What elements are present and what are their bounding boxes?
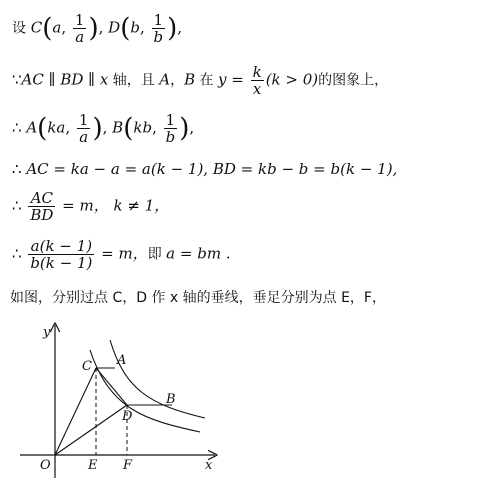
therefore-symbol: ∴: [12, 244, 22, 263]
point-A-label: A: [159, 70, 171, 89]
label-D: D: [122, 409, 133, 424]
text: 的图象上，: [318, 72, 389, 89]
punct: .: [221, 244, 231, 263]
denominator: a: [77, 128, 91, 145]
label-x: x: [205, 458, 213, 473]
x-var: x: [99, 70, 109, 89]
numerator: a(k − 1): [30, 237, 93, 255]
line-1: 设 C(a, $\frac{1}{a}$ ), D(b, $\frac{1}{b}$ ),: [12, 11, 183, 46]
point-A-label: A: [26, 118, 38, 137]
text: 轴，且: [108, 72, 160, 89]
numerator: AC: [30, 189, 54, 207]
result: a = bm: [166, 244, 222, 263]
numerator: 1: [165, 111, 176, 129]
segment-OD: [55, 405, 127, 455]
label-F: F: [123, 458, 133, 473]
condition: k ≠ 1，: [113, 196, 170, 215]
text: ，: [170, 72, 185, 89]
point-C-label: C: [30, 18, 43, 37]
segment-CD: [96, 368, 127, 405]
coord-kb: kb: [133, 118, 153, 137]
construction-text: 如图，分别过点 C，D 作 x 轴的垂线，垂足分别为点 E，F，: [10, 290, 386, 306]
numerator: 1: [153, 11, 164, 29]
paren-open: (: [42, 13, 53, 44]
point-D-label: D: [108, 18, 121, 37]
coord-ka: ka: [47, 118, 66, 137]
coord-a: a: [52, 18, 62, 37]
denominator: b(k − 1): [30, 254, 93, 272]
numerator: k: [252, 63, 262, 81]
paren-open: (: [123, 113, 134, 144]
punct: ,: [189, 118, 195, 137]
text: 在: [195, 72, 218, 89]
punct: ,: [177, 18, 183, 37]
denominator: b: [165, 128, 176, 146]
numerator: 1: [78, 111, 89, 129]
therefore-symbol: ∴: [12, 118, 22, 137]
label-O: O: [40, 458, 51, 473]
label-A: A: [117, 353, 127, 368]
paren-close: ): [88, 13, 99, 44]
denominator: b: [153, 28, 164, 46]
denominator: x: [251, 80, 264, 97]
point-B-label: B: [112, 118, 124, 137]
numerator: 1: [74, 11, 85, 29]
equals: =: [226, 70, 249, 89]
equals-m: = m，: [96, 244, 148, 263]
y-var: y: [218, 70, 227, 89]
because-symbol: ∵: [12, 70, 22, 89]
paren-close: ): [179, 113, 190, 144]
label-C: C: [82, 359, 92, 374]
paren-close: ): [92, 113, 103, 144]
therefore-symbol: ∴: [12, 196, 22, 215]
equals-m: = m，: [57, 196, 109, 215]
denominator: BD: [30, 206, 54, 224]
paren-close: ): [167, 13, 178, 44]
text: 即: [147, 246, 167, 263]
denominator: a: [73, 28, 87, 45]
label-E: E: [88, 458, 98, 473]
parallel-statement: AC ∥ BD ∥: [21, 70, 100, 89]
label-y: y: [43, 325, 51, 340]
coord-b: b: [130, 18, 140, 37]
therefore-symbol: ∴: [12, 160, 22, 178]
segment-OC: [55, 368, 96, 455]
paren-open: (: [120, 13, 131, 44]
text-she: 设: [12, 20, 26, 37]
point-B-label: B: [184, 70, 196, 89]
condition: (k > 0): [265, 70, 319, 89]
label-B: B: [166, 392, 176, 407]
line-3: ∴ A(ka, $\frac{1}{a}$ ), B(kb, $\frac{1}{b}$ ),: [12, 111, 195, 146]
equation-ac-bd: AC = ka − a = a(k − 1), BD = kb − b = b(k − 1),: [26, 160, 398, 178]
paren-open: (: [37, 113, 48, 144]
